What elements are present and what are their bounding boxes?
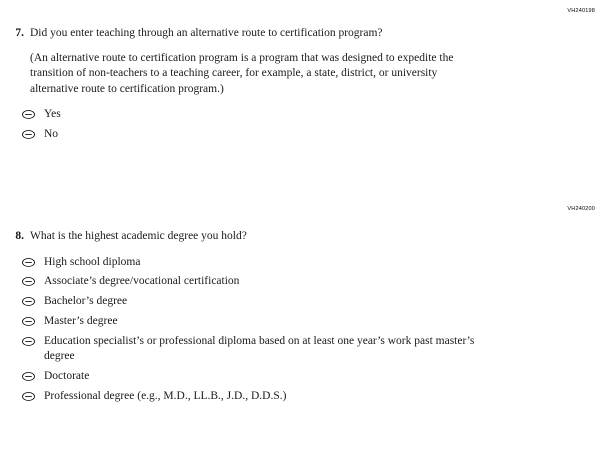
question-7-number: 7. [15, 27, 24, 39]
option-label: Education specialist’s or professional diploma based on at least one year’s work past master’s [44, 335, 475, 348]
question-8-row [0, 229, 605, 245]
option-high-school-diploma[interactable] [22, 255, 605, 270]
item-id-question-8-wrapper [0, 206, 605, 212]
option-label-wrapper [44, 334, 474, 364]
question-7-row [0, 26, 605, 42]
radio-bubble-icon[interactable] [22, 130, 35, 139]
radio-bubble-icon[interactable] [22, 317, 35, 326]
item-id-question-8: VH240200 [567, 206, 595, 212]
option-label: Bachelor’s degree [44, 295, 128, 308]
question-8-number: 8. [15, 230, 24, 242]
option-label: Professional degree (e.g., M.D., LL.B., J.D., D.D.S.) [44, 390, 287, 403]
option-bachelors-degree[interactable] [22, 294, 605, 309]
option-label: Associate’s degree/vocational certification [44, 275, 240, 288]
item-id-question-7-wrapper [0, 8, 605, 14]
option-associates-degree[interactable] [22, 274, 605, 289]
option-doctorate[interactable] [22, 369, 605, 384]
radio-bubble-icon[interactable] [22, 277, 35, 286]
question-7-block [0, 26, 605, 147]
radio-bubble-icon[interactable] [22, 337, 35, 346]
question-7-text: Did you enter teaching through an alternative route to certification program? [30, 27, 383, 39]
option-yes[interactable] [22, 107, 605, 122]
question-7-options [22, 107, 605, 142]
option-label: Master’s degree [44, 315, 118, 328]
radio-bubble-icon[interactable] [22, 392, 35, 401]
question-8-block [0, 229, 605, 409]
radio-bubble-icon[interactable] [22, 372, 35, 381]
question-7-note: (An alternative route to certification program is a program that was designed to expedite the transition of non-teachers to a teaching career, for example, a state, district, or university alternative route to certification program.) [30, 51, 454, 95]
item-id-question-7: VH240198 [567, 8, 595, 14]
option-masters-degree[interactable] [22, 314, 605, 329]
question-8-text: What is the highest academic degree you hold? [30, 230, 247, 242]
radio-bubble-icon[interactable] [22, 110, 35, 119]
option-label: Doctorate [44, 370, 90, 383]
option-no[interactable] [22, 127, 605, 142]
question-8-options [22, 255, 605, 405]
option-label: High school diploma [44, 255, 141, 268]
option-label: No [44, 128, 59, 141]
radio-bubble-icon[interactable] [22, 258, 35, 267]
option-professional-degree[interactable] [22, 389, 605, 404]
option-education-specialist[interactable] [22, 334, 605, 364]
option-label-continued: degree [44, 350, 75, 363]
radio-bubble-icon[interactable] [22, 297, 35, 306]
option-label: Yes [44, 108, 61, 121]
